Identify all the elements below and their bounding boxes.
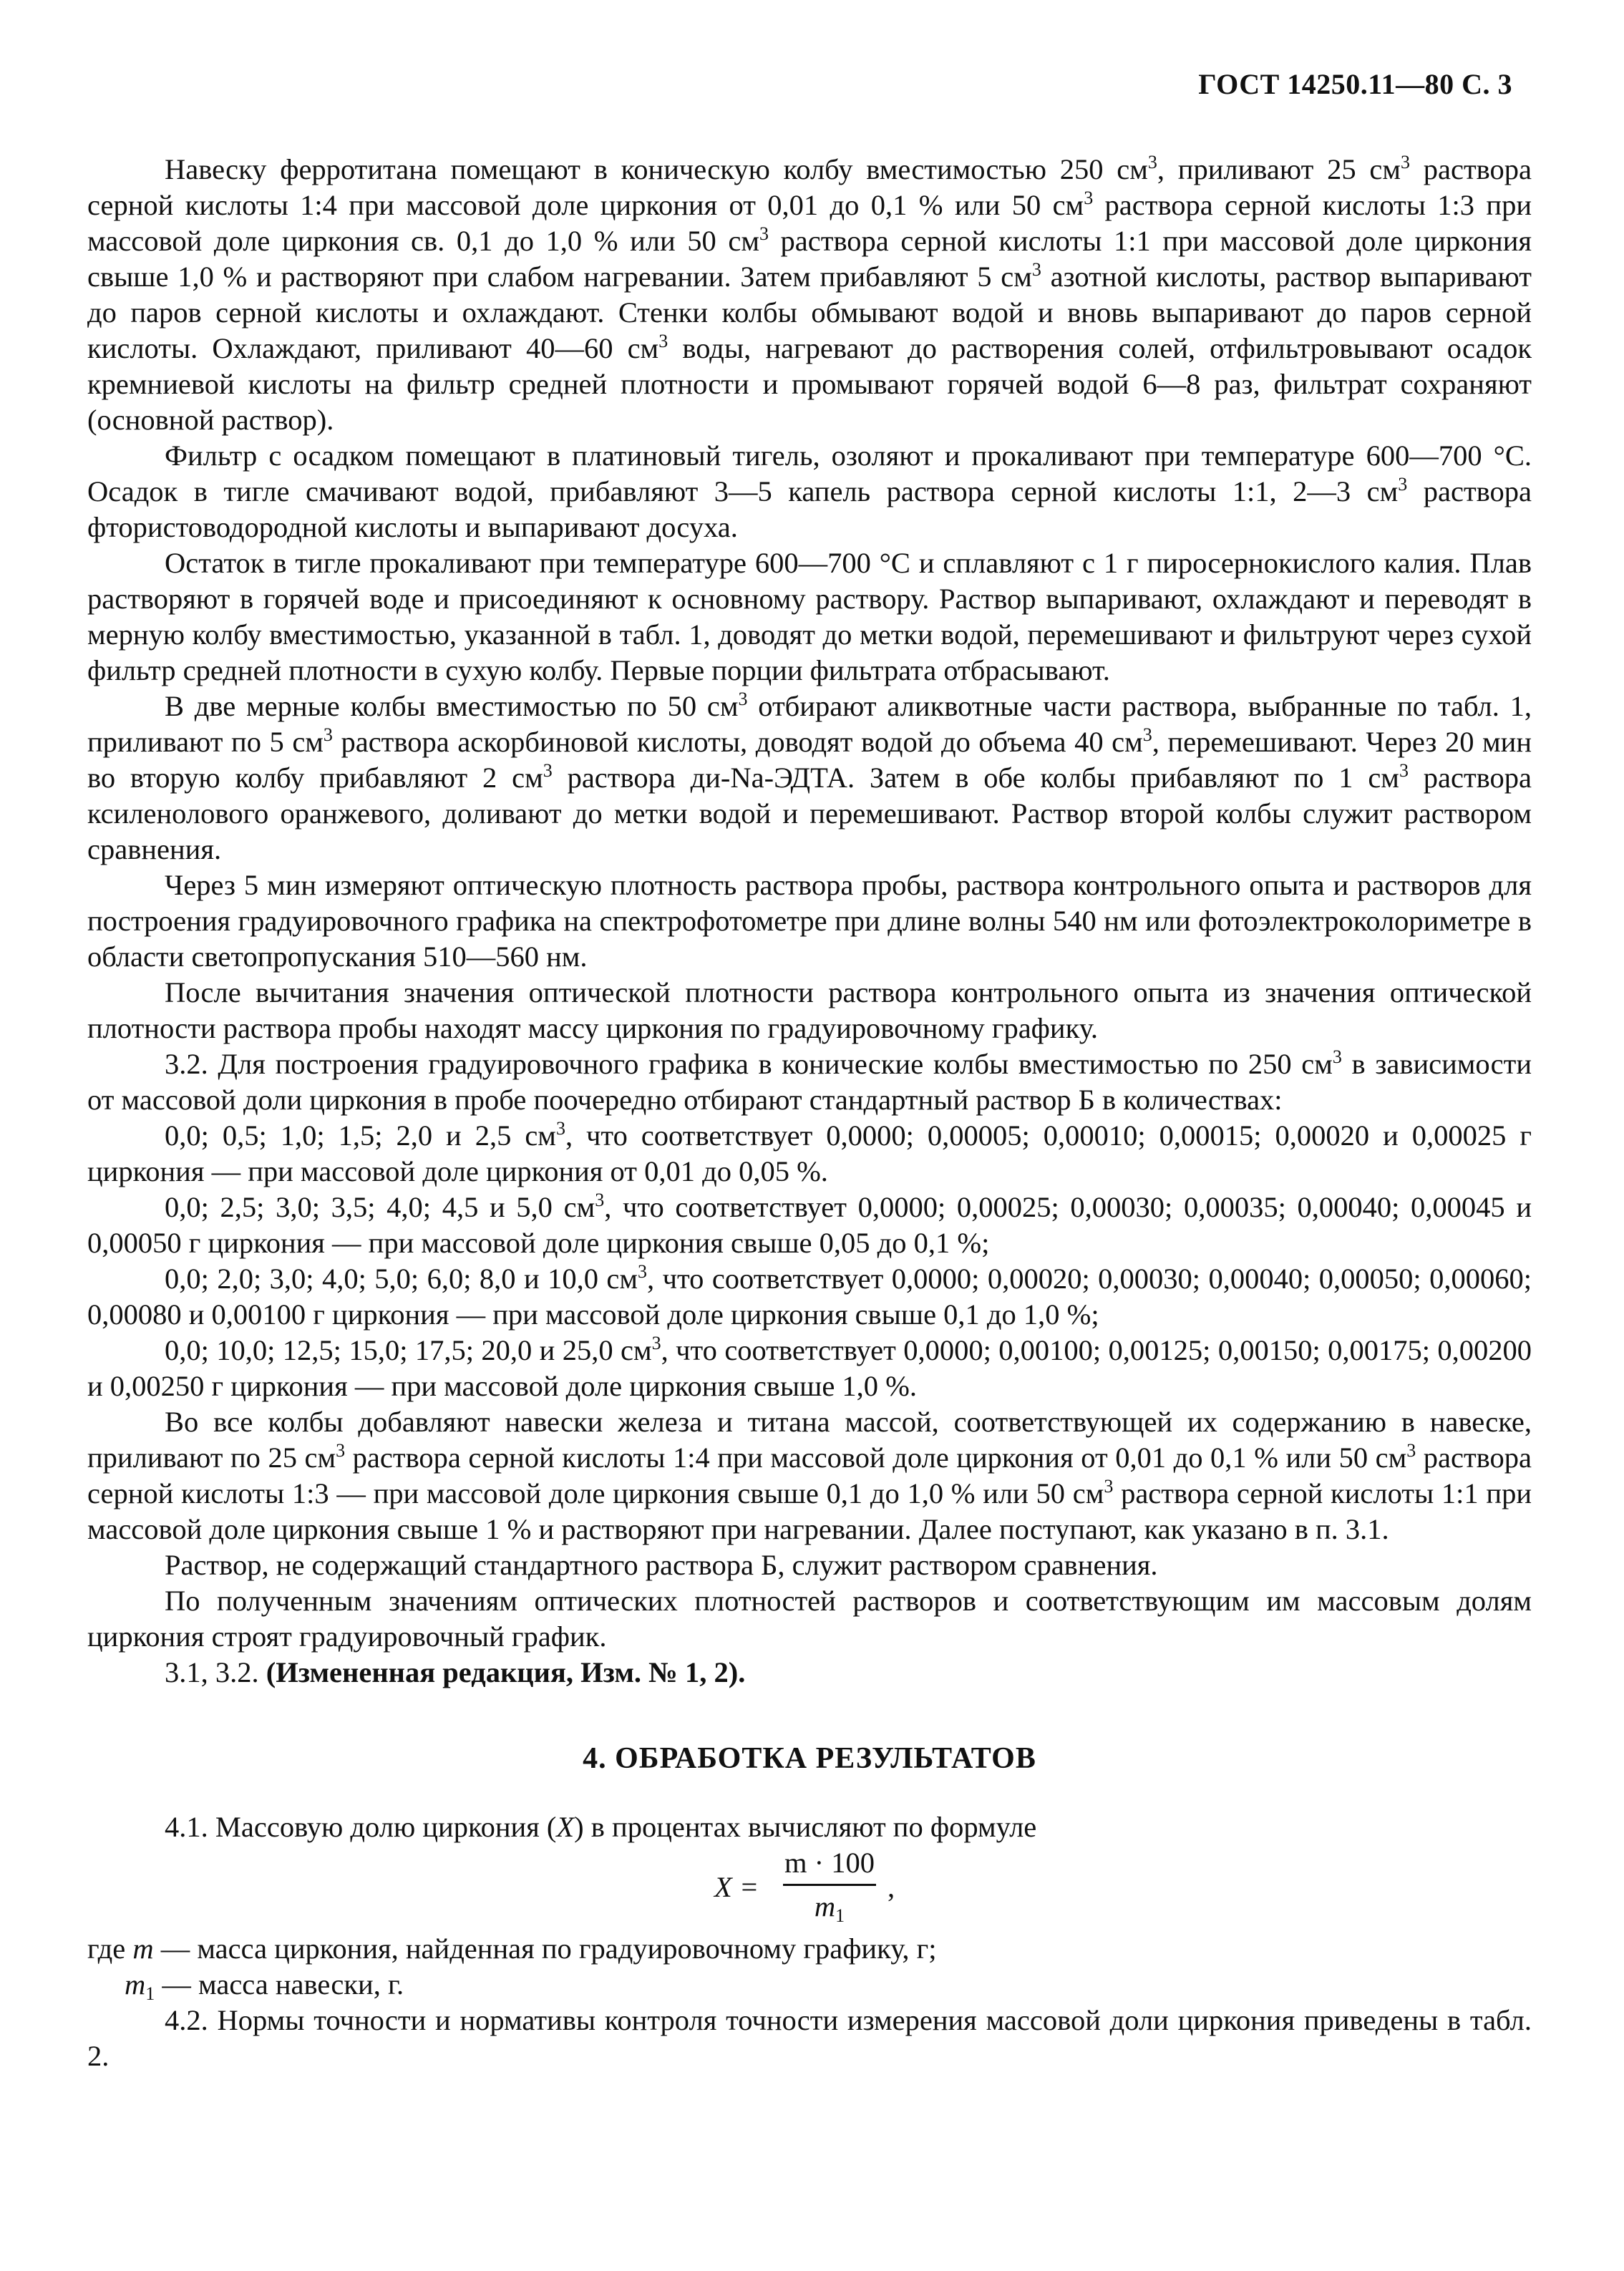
paragraph-additions: Во все колбы добавляют навески железа и титана массой, соответствующей их содержанию в навеске, приливают по 25 $см^3$ раствора серной кислоты 1:4 при массовой доле циркония от 0,01 до 0,1 % или 50 $см^3$ раствора серной кислоты 1:3 — при массовой доле циркония свыше 0,1 до 1,0 % или 50 $см^3$ раствора серной кислоты 1:1 при массовой доле циркония свыше 1 % и растворяют при нагревании. Далее поступают, как указано в п. 3.1. — [87, 1406, 1532, 1545]
list-item: 0,0; 0,5; 1,0; 1,5; 2,0 и 2,5 $см^3$, что соответствует 0,0000; 0,00005; 0,00010; 0,00015; 0,00020 и 0,00025 г циркония — при массовой доле циркония от 0,01 до 0,05 %. — [87, 1118, 1532, 1187]
formula-comma: , — [888, 1871, 895, 1903]
where-m1: $m_1$ — масса навески, г. — [125, 1968, 404, 2004]
fraction-bar — [783, 1884, 876, 1886]
paragraph-calibration: По полученным значениям оптических плотностей растворов и соответствующим им массовым долям циркония строят градуировочный график. — [87, 1585, 1532, 1653]
formula-fraction — [783, 1845, 876, 1925]
list-item: 0,0; 2,0; 3,0; 4,0; 5,0; 6,0; 8,0 и 10,0 $см^3$, что соответствует 0,0000; 0,00020; 0,00030; 0,00040; 0,00050; 0,00060; 0,00080 и 0,00100 г циркония — при массовой доле циркония свыше 0,1 до 1,0 %; — [87, 1261, 1532, 1331]
formula-denominator: $m_1$ — [814, 1890, 845, 1926]
formula-numerator: m · 100 — [784, 1847, 875, 1879]
document-body — [87, 152, 1532, 2074]
formula — [87, 1845, 1532, 1931]
where-m: где m — масса циркония, найденная по градуировочному графику, г; — [87, 1932, 937, 1965]
paragraph-residue-fusion: Остаток в тигле прокаливают при температуре 600—700 °С и сплавляют с 1 г пиросернокислого калия. Плав растворяют в горячей воде и присоединяют к основному раствору. Раствор выпаривают, охлаждают и переводят в мерную колбу вместимостью, указанной в табл. 1, доводят до метки водой, перемешивают и фильтруют через сухой фильтр средней плотности в сухую колбу. Первые порции фильтрата отбрасывают. — [87, 547, 1532, 686]
paragraph-amendment: 3.1, 3.2. (Измененная редакция, Изм. № 1, 2). — [165, 1656, 746, 1688]
formula-lhs: X = — [714, 1871, 759, 1903]
page-header: ГОСТ 14250.11—80 С. 3 — [1198, 68, 1512, 100]
list-item: 0,0; 2,5; 3,0; 3,5; 4,0; 4,5 и 5,0 $см^3$, что соответствует 0,0000; 0,00025; 0,00030; 0,00035; 0,00040; 0,00045 и 0,00050 г циркония — при массовой доле циркония свыше 0,05 до 0,1 %; — [87, 1190, 1532, 1259]
paragraph-aliquot: В две мерные колбы вместимостью по 50 $см^3$ отбирают аликвотные части раствора, выбранные по табл. 1, приливают по 5 $см^3$ раствора аскорбиновой кислоты, доводят водой до объема 40 $см^3$, перемешивают. Через 20 мин во вторую колбу прибавляют 2 $см^3$ раствора ди-Na-ЭДТА. Затем в обе колбы прибавляют по 1 $см^3$ раствора ксиленолового оранжевого, доливают до метки водой и перемешивают. Раствор второй колбы служит раствором сравнения. — [87, 689, 1532, 865]
paragraph-3-2: 3.2. Для построения градуировочного графика в конические колбы вместимостью по 250 $см^3$ в зависимости от массовой доли циркония в пробе поочередно отбирают стандартный раствор Б в количествах: — [87, 1046, 1532, 1116]
paragraph-4-1: 4.1. Массовую долю циркония (X) в процентах вычисляют по формуле — [165, 1811, 1037, 1843]
paragraph-dissolution: Навеску ферротитана помещают в коническую колбу вместимостью 250 $см^3$, приливают 25 $см^3$ раствора серной кислоты 1:4 при массовой доле циркония от 0,01 до 0,1 % или 50 $см^3$ раствора серной кислоты 1:3 при массовой доле циркония св. 0,1 до 1,0 % или 50 $см^3$ раствора серной кислоты 1:1 при массовой доле циркония свыше 1,0 % и растворяют при слабом нагревании. Затем прибавляют 5 $см^3$ азотной кислоты, раствор выпаривают до паров серной кислоты и охлаждают. Стенки колбы обмывают водой и вновь выпаривают до паров серной кислоты. Охлаждают, приливают 40—60 $см^3$ воды, нагревают до растворения солей, отфильтровывают осадок кремниевой кислоты на фильтр средней плотности и промывают горячей водой 6—8 раз, фильтрат сохраняют (основной раствор). — [87, 152, 1532, 436]
paragraph-filter-ignition: Фильтр с осадком помещают в платиновый тигель, озоляют и прокаливают при температуре 600—700 °С. Осадок в тигле смачивают водой, прибавляют 3—5 капель раствора серной кислоты 1:1, 2—3 $см^3$ раствора фтористоводородной кислоты и выпаривают досуха. — [87, 439, 1532, 543]
section-title-results: 4. ОБРАБОТКА РЕЗУЛЬТАТОВ — [583, 1742, 1036, 1775]
paragraph-subtraction: После вычитания значения оптической плотности раствора контрольного опыта из значения оптической плотности раствора пробы находят массу циркония по градуировочному графику. — [87, 976, 1532, 1044]
paragraph-measurement: Через 5 мин измеряют оптическую плотность раствора пробы, раствора контрольного опыта и растворов для построения градуировочного графика на спектрофотометре при длине волны 540 нм или фотоэлектроколориметре в области светопропускания 510—560 нм. — [87, 869, 1532, 973]
list-item: 0,0; 10,0; 12,5; 15,0; 17,5; 20,0 и 25,0 $см^3$, что соответствует 0,0000; 0,00100; 0,00125; 0,00150; 0,00175; 0,00200 и 0,00250 г циркония — при массовой доле циркония свыше 1,0 %. — [87, 1333, 1532, 1402]
paragraph-4-2: 4.2. Нормы точности и нормативы контроля точности измерения массовой доли циркония приведены в табл. 2. — [87, 2004, 1532, 2072]
amendment-note: (Измененная редакция, Изм. № 1, 2). — [266, 1656, 746, 1688]
paragraph-reference-solution: Раствор, не содержащий стандартного раствора Б, служит раствором сравнения. — [165, 1549, 1158, 1581]
